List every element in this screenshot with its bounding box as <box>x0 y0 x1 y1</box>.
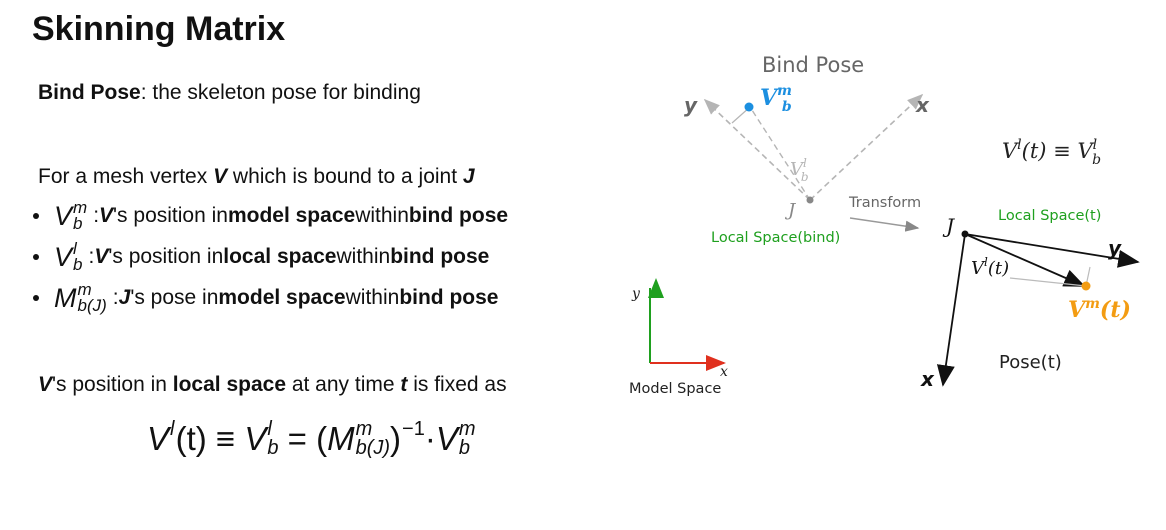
intro-v: V <box>213 165 228 188</box>
eq-inv-paren: ) <box>390 420 402 457</box>
symbol-v-b-l: V l b <box>54 239 83 274</box>
bullet-sep: : <box>88 245 95 268</box>
transform-label: Transform <box>849 195 922 211</box>
bullet-text: 's position in <box>108 245 224 268</box>
pose-x-axis <box>943 234 965 385</box>
skinning-diagram <box>600 40 1166 410</box>
local-space-bind-label: Local Space(bind) <box>711 230 841 246</box>
bullet-who: V <box>99 204 114 227</box>
bullet-bold: model space <box>227 204 356 227</box>
fixed-statement <box>38 373 507 397</box>
bullet-text: within <box>355 204 409 227</box>
bullet-text: 's pose in <box>130 286 219 309</box>
bind-vertex-point <box>745 103 754 112</box>
intro-text: For a mesh vertex <box>38 165 214 188</box>
fixed-text: at any time <box>286 373 401 396</box>
symbol-m-bj-m: M m b(J) <box>54 280 107 315</box>
pose-vertex-label: $V^m(t)$ <box>1068 296 1131 323</box>
eq-lhs: V l (t) <box>147 418 207 457</box>
bullet-dot <box>33 295 39 301</box>
eq-equiv: ≡ <box>206 420 245 457</box>
bind-local-label: $V^l$ b <box>790 156 809 184</box>
bullet-text: within <box>336 245 391 268</box>
slide-title: Skinning Matrix <box>32 10 286 48</box>
eq-rhs: V m b <box>435 418 476 459</box>
bullet-dot <box>33 213 39 219</box>
fixed-v: V <box>38 373 53 396</box>
bind-y-axis <box>705 100 810 200</box>
bullet-bold: bind pose <box>399 286 499 309</box>
pose-joint-point <box>962 231 969 238</box>
bind-pose-def-text: : the skeleton pose for binding <box>140 81 421 104</box>
pose-local-label: $V^l(t)$ <box>971 255 1010 279</box>
intro-line <box>38 165 475 189</box>
fixed-t: t <box>400 373 408 396</box>
bullet-dot <box>33 254 39 260</box>
skinning-equation <box>147 420 476 458</box>
model-y-label: y <box>632 286 640 302</box>
bind-pose-definition <box>38 81 421 105</box>
pose-vertex-point <box>1082 282 1091 291</box>
transform-arrow <box>850 218 918 228</box>
pose-t-label: Pose(t) <box>999 352 1062 373</box>
bind-joint-label: J <box>788 200 796 221</box>
bind-pose-title: Bind Pose <box>762 53 865 77</box>
intro-mid: which is bound to a joint <box>227 165 463 188</box>
fixed-bold: local space <box>172 373 286 396</box>
intro-j: J <box>462 165 475 188</box>
bind-x-axis <box>810 95 922 200</box>
bind-pose-term: Bind Pose <box>38 81 141 104</box>
symbol-v-b-m: V m b <box>54 198 88 233</box>
fixed-text: 's position in <box>52 373 173 396</box>
bullet-bold: bind pose <box>408 204 509 227</box>
fixed-text: is fixed as <box>407 373 507 396</box>
bullet-text: 's position in <box>113 204 228 227</box>
eq-equals: = ( <box>278 420 328 457</box>
bind-joint-point <box>807 197 814 204</box>
bullet-item <box>33 241 489 273</box>
bullet-bold: bind pose <box>390 245 490 268</box>
bind-x-label: x <box>916 93 929 117</box>
pose-x-label: x <box>921 367 934 391</box>
eq-inv-exp: −1 <box>402 418 425 440</box>
bullet-item <box>33 282 498 314</box>
pose-y-label: y <box>1108 236 1122 260</box>
bullet-sep: : <box>112 286 119 309</box>
model-x-label: x <box>720 364 728 380</box>
local-space-t-label: Local Space(t) <box>998 208 1102 224</box>
bullet-bold: local space <box>223 245 337 268</box>
model-space-label: Model Space <box>629 381 722 397</box>
bind-vertex-label: $V^m$ b <box>760 83 792 115</box>
bullet-text: within <box>345 286 400 309</box>
bullet-sep: : <box>93 204 100 227</box>
bullet-bold: model space <box>218 286 346 309</box>
bullet-item <box>33 200 508 232</box>
eq-dot: · <box>424 420 436 457</box>
pose-joint-label: J <box>946 214 955 238</box>
bullet-who: V <box>94 245 109 268</box>
eq-mid: V l b <box>244 418 279 459</box>
bind-y-label: y <box>684 93 698 117</box>
bullet-who: J <box>118 286 131 309</box>
eq-matrix: M m b(J) <box>327 418 391 459</box>
bind-local-vector <box>750 107 810 200</box>
identity-formula: $V^l(t) \equiv V^l$ b <box>1002 137 1102 168</box>
